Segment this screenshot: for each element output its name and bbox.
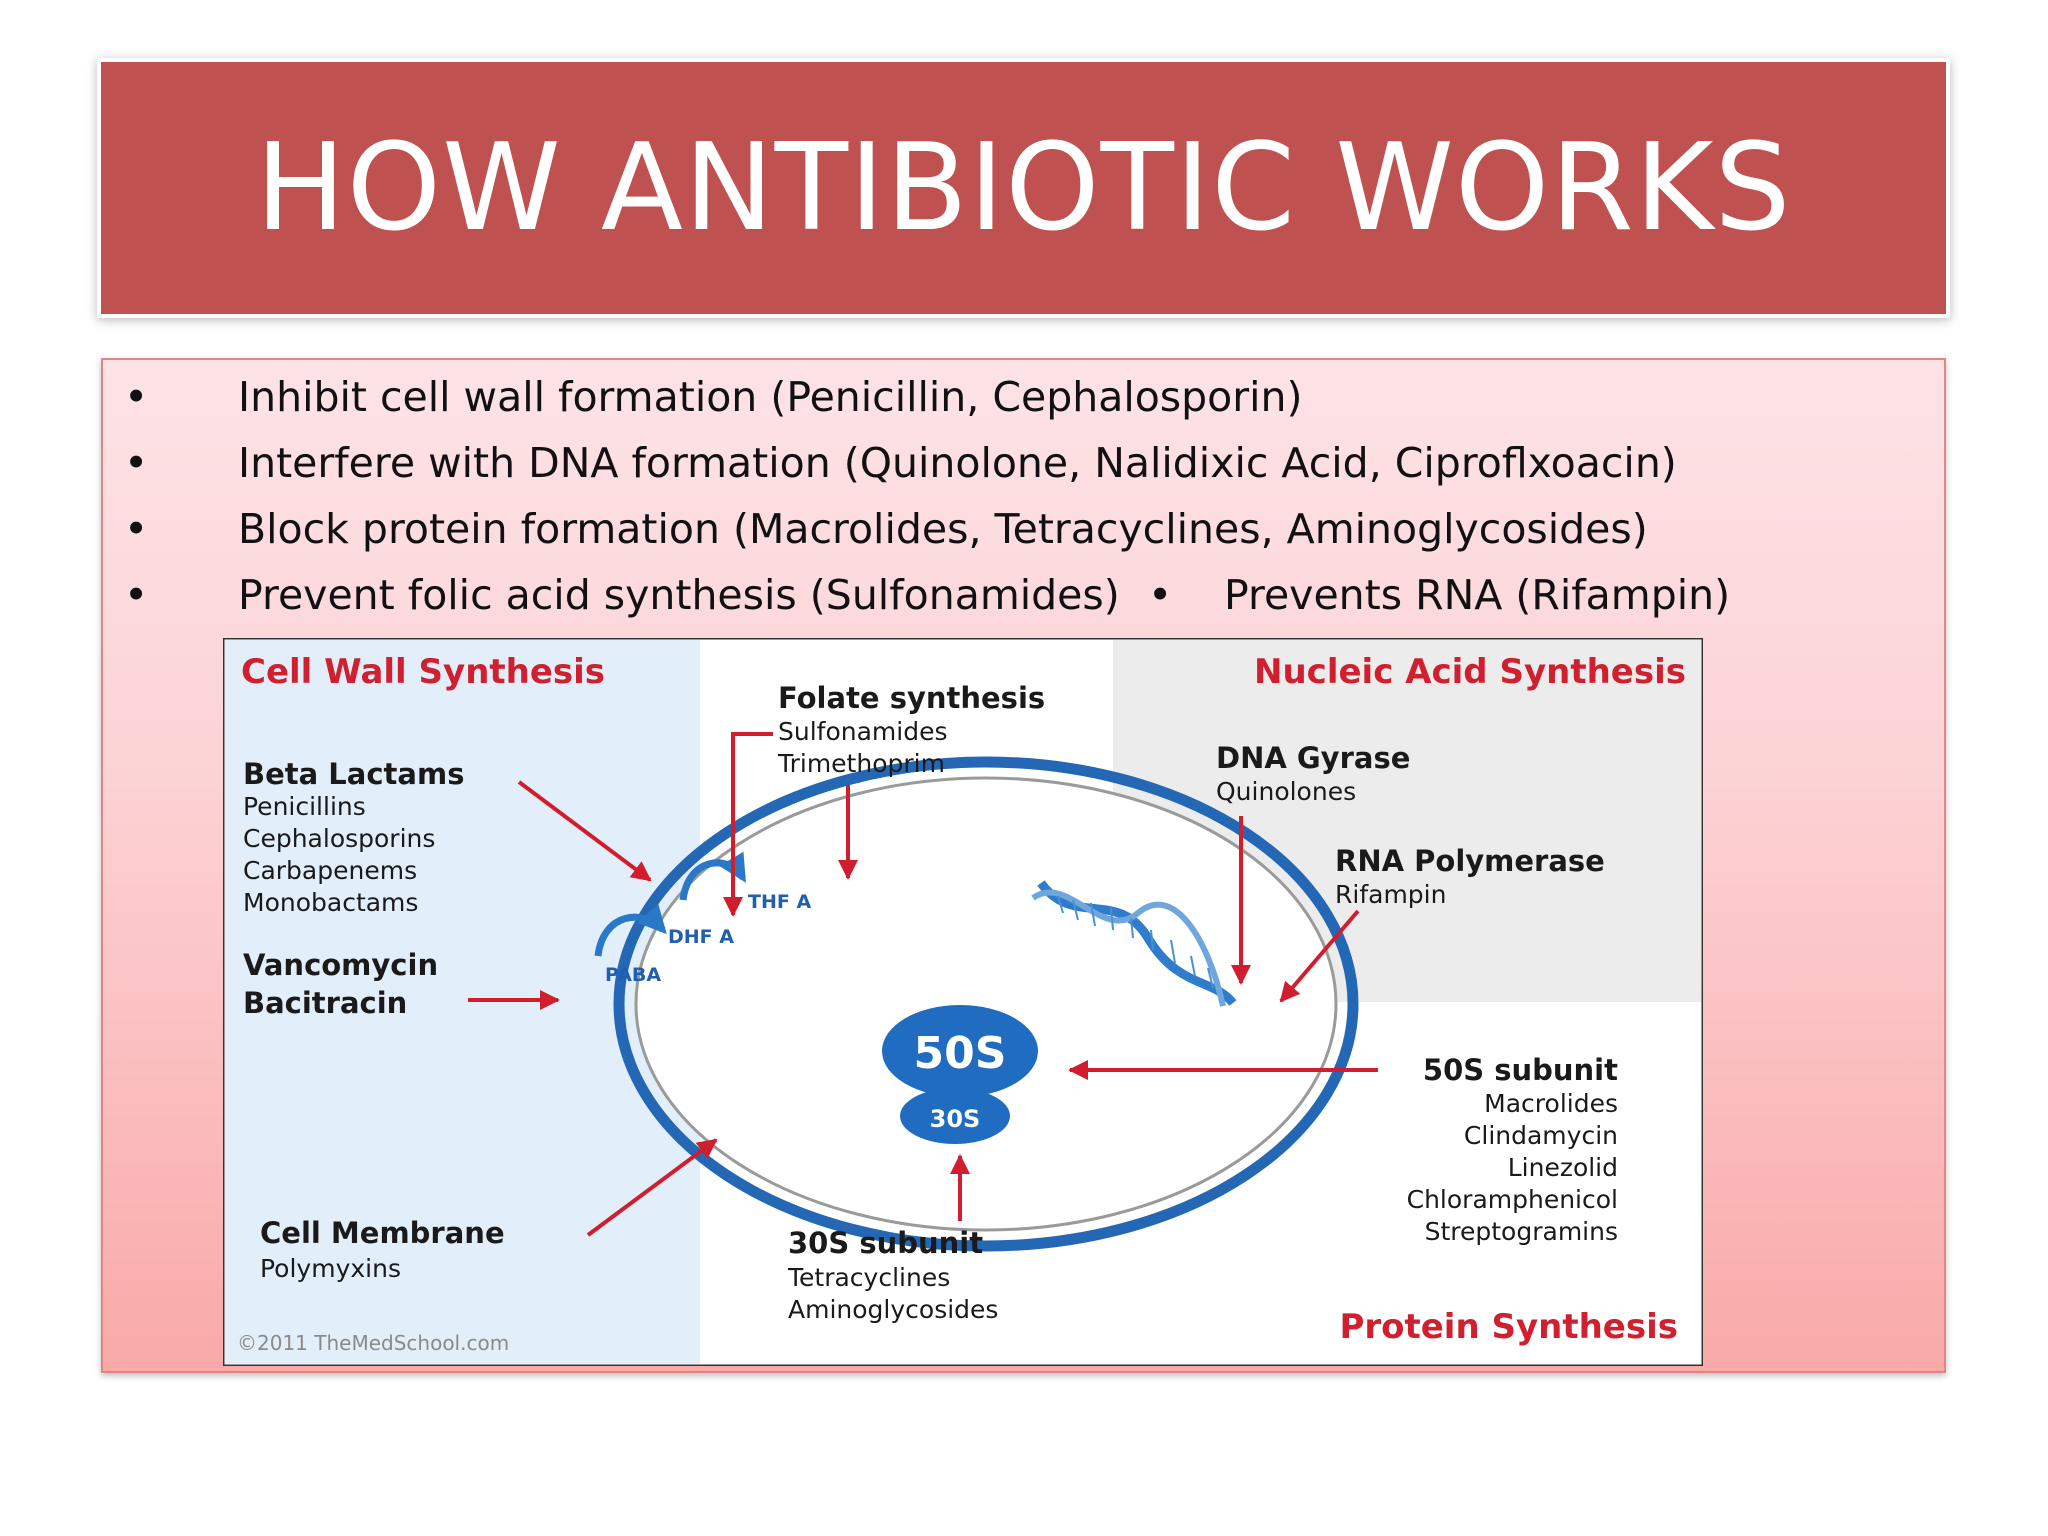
- nucleic-acid-heading: Nucleic Acid Synthesis: [1254, 652, 1686, 692]
- 50s-drug-label: Macrolides: [1484, 1089, 1618, 1118]
- 50s-drug-label: Chloramphenicol: [1406, 1185, 1618, 1214]
- beta-lactam-item: Cephalosporins: [243, 824, 436, 853]
- paba-label: PABA: [605, 964, 662, 986]
- folate-heading: Folate synthesis: [778, 681, 1046, 715]
- 50s-drug-label: Streptogramins: [1424, 1217, 1618, 1246]
- 50s-subunit-heading: 50S subunit: [1422, 1053, 1618, 1087]
- bullet-1-text: Inhibit cell wall formation (Penicillin, Cephalosporin): [238, 373, 1303, 421]
- sulfonamides-label: Sulfonamides: [778, 717, 948, 746]
- bacitracin-label: Bacitracin: [243, 986, 408, 1020]
- title-banner: [101, 62, 1946, 314]
- bullet-2-marker: •: [124, 439, 149, 487]
- thfa-label: THF A: [748, 891, 812, 913]
- beta-lactam-item: Penicillins: [243, 792, 366, 821]
- bullet-1-marker: •: [124, 373, 149, 421]
- bullet-4-text: Prevent folic acid synthesis (Sulfonamides): [238, 571, 1120, 619]
- trimethoprim-label: Trimethoprim: [778, 749, 945, 778]
- bullet-5-marker: •: [1148, 571, 1173, 619]
- dhfa-label: DHF A: [668, 926, 734, 948]
- dna-gyrase-heading: DNA Gyrase: [1216, 741, 1411, 775]
- rifampin-label: Rifampin: [1335, 880, 1447, 909]
- slide-title: HOW ANTIBIOTIC WORKS: [255, 118, 1792, 258]
- 30s-drug-label: Aminoglycosides: [788, 1295, 999, 1324]
- bullet-3-marker: •: [124, 505, 149, 553]
- 50s-drug-label: Clindamycin: [1463, 1121, 1618, 1150]
- bullet-4-marker: •: [124, 571, 149, 619]
- cell-wall-heading: Cell Wall Synthesis: [241, 652, 606, 692]
- vancomycin-label: Vancomycin: [243, 948, 439, 982]
- 30s-subunit-heading: 30S subunit: [788, 1226, 984, 1260]
- 50s-drug-label: Linezolid: [1507, 1153, 1618, 1182]
- cell-membrane-heading: Cell Membrane: [260, 1216, 505, 1250]
- ribosome-30s-label: 30S: [929, 1105, 981, 1133]
- quinolones-label: Quinolones: [1216, 777, 1357, 806]
- beta-lactams-heading: Beta Lactams: [243, 757, 465, 791]
- ribosome-50s-label: 50S: [913, 1028, 1007, 1079]
- bullet-3-text: Block protein formation (Macrolides, Tetracyclines, Aminoglycosides): [238, 505, 1648, 553]
- 30s-drug-label: Tetracyclines: [788, 1263, 951, 1292]
- polymyxins-label: Polymyxins: [260, 1254, 401, 1283]
- beta-lactam-item: Carbapenems: [243, 856, 418, 885]
- beta-lactam-item: Monobactams: [243, 888, 419, 917]
- copyright-label: ©2011 TheMedSchool.com: [237, 1331, 510, 1355]
- protein-heading: Protein Synthesis: [1339, 1307, 1678, 1347]
- rna-polymerase-heading: RNA Polymerase: [1335, 844, 1605, 878]
- antibiotic-mechanism-diagram: [223, 638, 1703, 1366]
- bullet-2-text: Interfere with DNA formation (Quinolone, Nalidixic Acid, Ciproflxoacin): [238, 439, 1677, 487]
- bullet-5-text: Prevents RNA (Rifampin): [1224, 571, 1731, 619]
